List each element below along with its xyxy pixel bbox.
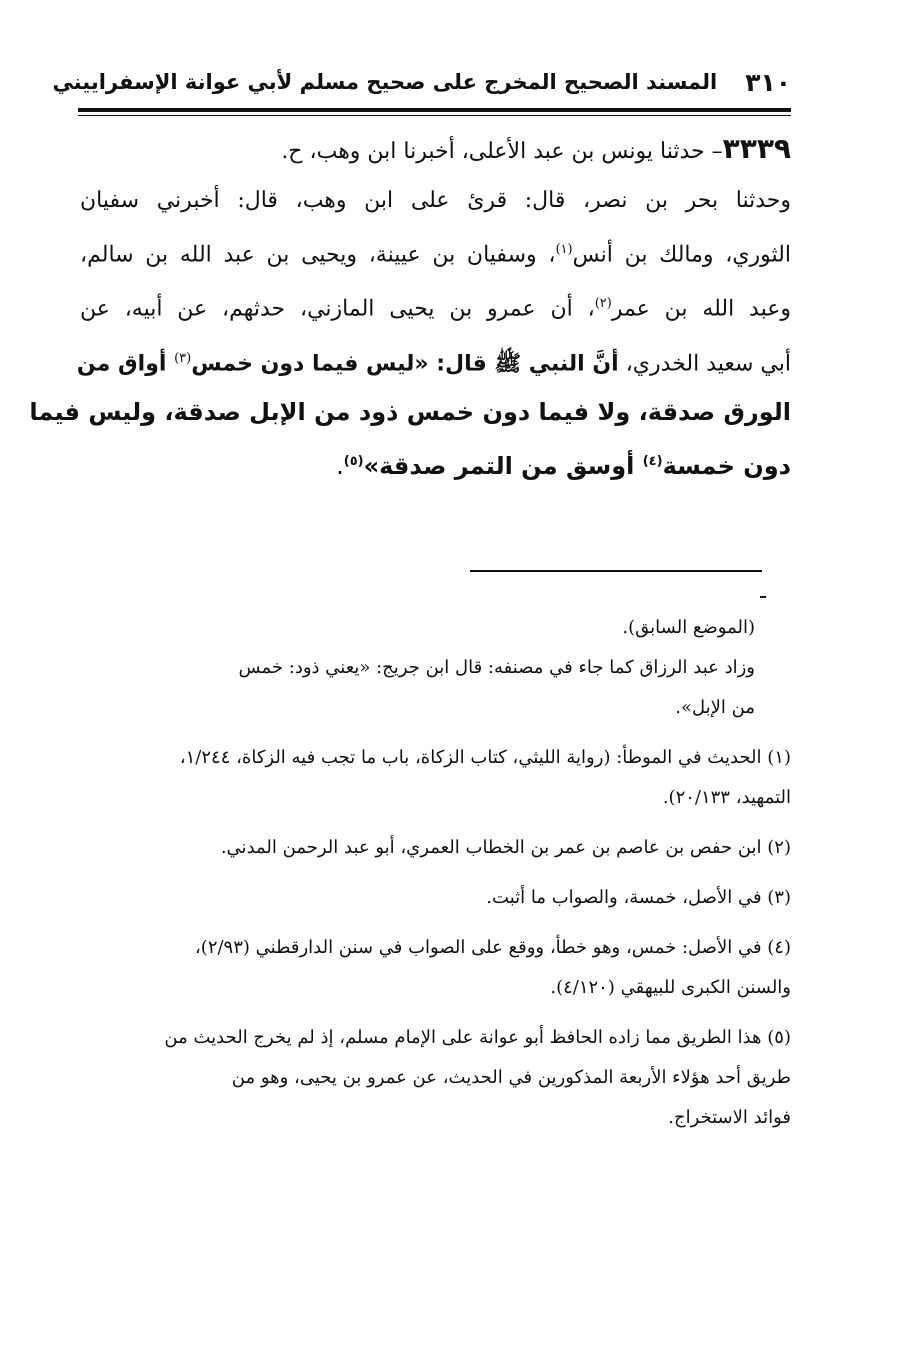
page-number: ٣١٠	[745, 67, 791, 97]
hadith-line-7: دون خمسة$^{(٤)}$ أوسق من التمر صدقة»$^{(٥)}$.	[336, 451, 791, 480]
hadith-line-5: أبي سعيد الخدري، أنَّ النبي ﷺ قال: «ليس فيما دون خمس$^{(٣)}$ أواق من	[76, 350, 791, 376]
page-header	[52, 62, 791, 102]
footnote-ref: (١)	[555, 242, 573, 257]
hadith-line-1: ٣٣٣٩– حدثنا يونس بن عبد الأعلى، أخبرنا ابن وهب، ح.	[281, 132, 791, 165]
header-rule-thin	[78, 115, 791, 116]
footnote-ref: (٢)	[594, 296, 612, 312]
footnote-1: (١) الحديث في الموطأ: (رواية الليثي، كتاب الزكاة، باب ما تجب فيه الزكاة، ١/٢٤٤، التمهيد، ٢٠/١٣٣).	[179, 747, 791, 808]
footnote-2: (٢) ابن حفص بن عاصم بن عمر بن الخطاب العمري، أبو عبد الرحمن المدني.	[220, 837, 791, 858]
footnote-ref: (٣)	[174, 350, 192, 366]
footnote-continuation: (الموضع السابق). وزاد عبد الرزاق كما جاء في مصنفه: قال ابن جريج: «يعني ذود: خمس من الإبل».	[238, 617, 755, 718]
footnote-ref: (٥)	[343, 453, 364, 469]
hadith-line-6: الورق صدقة، ولا فيما دون خمس ذود من الإبل صدقة، وليس فيما	[29, 397, 791, 426]
hadith-line-3: الثوري، ومالك بن أنس$^{(١)}$، وسفيان بن عيينة، ويحيى بن عبد الله بن سالم،	[80, 242, 791, 268]
footnote-3: (٣) في الأصل، خمسة، والصواب ما أثبت.	[486, 887, 791, 908]
hadith-line-4: وعبد الله بن عمر$^{(٢)}$، أن عمرو بن يحيى المازني، حدثهم، عن أبيه، عن	[80, 296, 791, 322]
header-rule-thick	[78, 108, 791, 112]
footnotes	[80, 608, 791, 1148]
hadith-number: ٣٣٣٩	[722, 132, 791, 165]
footnote-ref: (٤)	[642, 453, 663, 469]
footnote-tick	[760, 596, 766, 598]
footnote-4: (٤) في الأصل: خمس، وهو خطأ، ووقع على الصواب في سنن الدارقطني (٢/٩٣)، والسنن الكبرى للبيهقي (٤/١٢٠).	[194, 937, 791, 998]
footnote-5: (٥) هذا الطريق مما زاده الحافظ أبو عوانة على الإمام مسلم، إذ لم يخرج الحديث من طريق أحد هؤلاء الأربعة المذكورين في الحديث، عن عمرو بن يحيى، وهو من فوائد الاستخراج.	[164, 1027, 791, 1128]
running-title: المسند الصحيح المخرج على صحيح مسلم لأبي عوانة الإسفراييني	[52, 70, 718, 94]
hadith-line-2: وحدثنا بحر بن نصر، قال: قرئ على ابن وهب، قال: أخبرني سفيان	[80, 188, 791, 213]
footnote-separator	[470, 570, 762, 572]
hadith-text	[29, 124, 791, 491]
